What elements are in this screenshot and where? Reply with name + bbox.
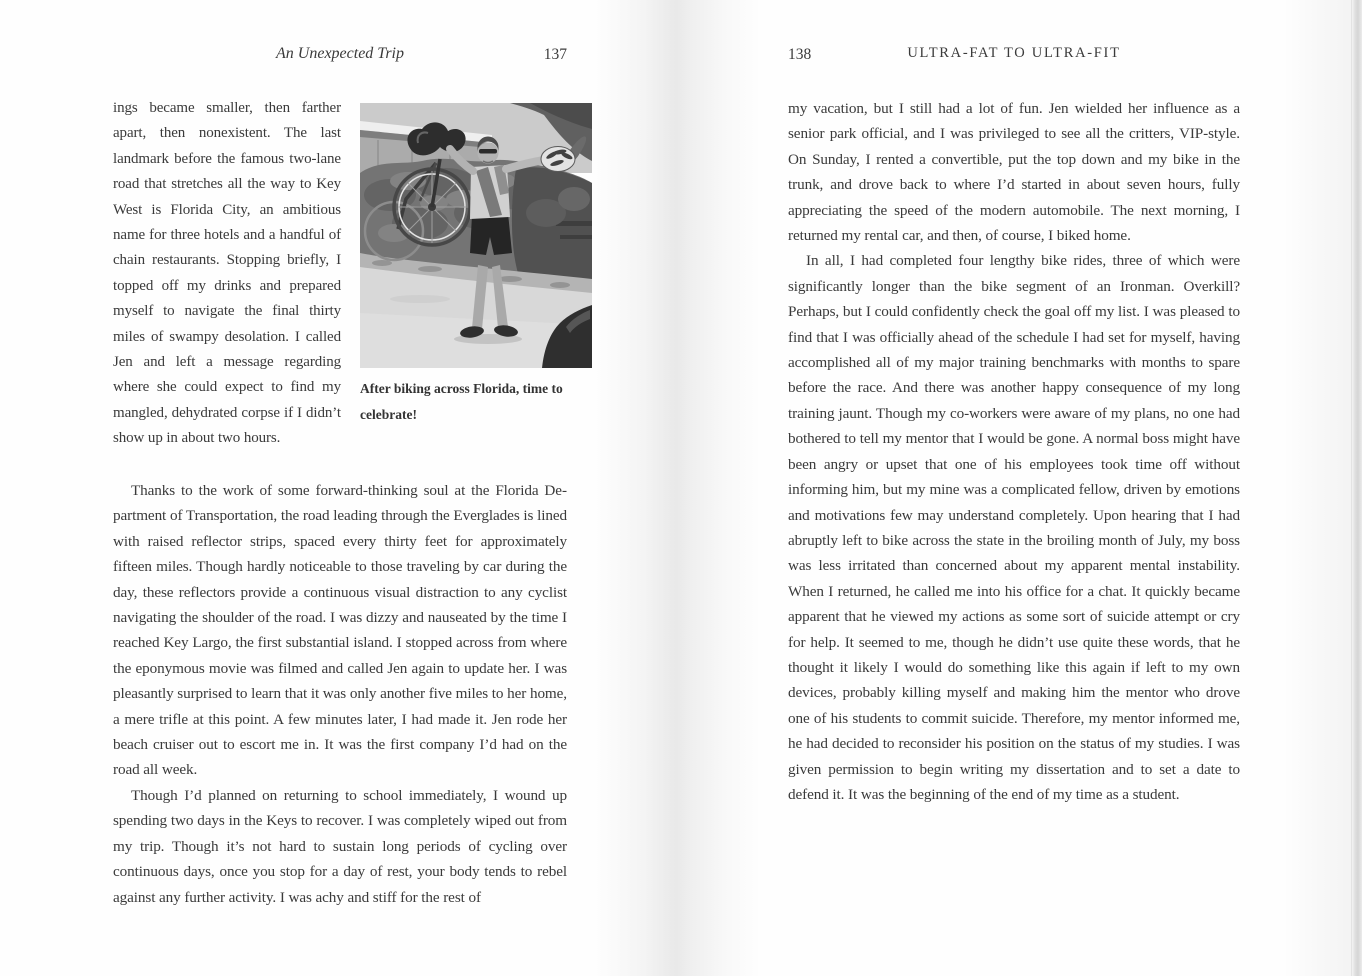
right-main-text	[788, 96, 1240, 807]
page-edge-strip	[1351, 0, 1362, 976]
photo-caption-line-2: celebrate!	[360, 407, 417, 422]
left-paragraph-2: Though I’d planned on returning to school immediately, I wound up spending two days in the Keys to recover. I was completely wiped out from my trip. Though it’s not hard to sustain long periods of cycling over continuous days, once you stop for a day of rest, your body tends to rebel against any further activity. I was achy and stiff for the rest of	[113, 786, 567, 906]
page-gutter-shadow	[594, 0, 762, 976]
photo-caption	[360, 376, 580, 428]
photo-figure	[360, 103, 592, 428]
left-main-text	[113, 478, 567, 910]
left-page-header	[113, 45, 567, 67]
left-intro-column	[113, 96, 341, 452]
right-page-number: 138	[788, 46, 812, 63]
right-page-header	[788, 45, 1240, 67]
left-paragraph-1: Thanks to the work of some forward-thinking soul at the Florida Department of Transportation, the road leading through the Everglades is lined with raised reflector strips, spaced every thirty feet for approximately fifteen miles. Though hardly noticeable to those traveling by car during the day, these reflectors provide a continuous visual distraction to any cyclist navigating the shoulder of the road. I was dizzy and nauseated by the time I reached Key Largo, the first substantial island. I stopped across from where the eponymous movie was filmed and called Jen again to update her. I was pleasantly surprised to learn that it was only another five miles to her home, a mere trifle at this point. A few minutes later, I had made it. Jen rode her beach cruiser out to escort me in. It was the first company I’d had on the road all week.	[113, 482, 567, 779]
left-running-title: An Unexpected Trip	[276, 45, 404, 62]
right-paragraph-2: In all, I had completed four lengthy bike rides, three of which were significantly longer than the bike segment of an Ironman. Overkill? Perhaps, but I could confidently check the goal off my list. I was pleased to find that I was officially ahead of the schedule I had set for myself, having accomplished all of my major training benchmarks with months to spare before the race. And there was another happy consequence of my long training jaunt. Though my co-workers were aware of my plans, no one had bothered to tell my mentor that I would be gone. A normal boss might have been angry or upset that one of his employees took time off without informing him, but my mine was a complicated fellow, driven by emotions and motivations few may understand completely. Upon hearing that I had abruptly left to bike across the state in the broiling month of July, my boss was less irritated than concerned about my apparent mental instability. When I returned, he called me into his office for a chat. It quickly became apparent that he viewed my actions as some sort of suicide attempt or cry for help. It seemed to me, though he didn’t use quite these words, that he thought it likely I would do something like this again if left to my own devices, probably killing myself and making him the mentor who drove one of his students to commit suicide. Therefore, my mentor informed me, he had decided to reconsider his position on the status of my studies. I was given permission to begin writing my dissertation and to set a date to defend it. It was the beginning of the end of my time as a student.	[788, 252, 1240, 803]
right-paragraph-1: my vacation, but I still had a lot of fun. Jen wielded her influence as a senior park official, and I was privileged to see all the critters, VIP-style. On Sunday, I rented a convertible, put the top down and my bike in the trunk, and drove back to where I’d started in about seven hours, fully appreciating the speed of the modern automobile. The next morning, I returned my rental car, and then, of course, I biked home.	[788, 100, 1240, 245]
right-page-edge-shade	[1282, 0, 1352, 976]
photo-caption-line-1: After biking across Florida, time to	[360, 381, 563, 396]
left-page-number: 137	[543, 46, 567, 63]
right-running-title: ULTRA-FAT TO ULTRA-FIT	[907, 45, 1121, 61]
cyclist-celebration-photo	[360, 103, 592, 368]
intro-paragraph: ings became smaller, then farther apart, then nonexistent. The last landmark before the famous two-lane road that stretches all the way to Key West is Florida City, an ambitious name for three hotels and a handful of chain restaurants. Stopping briefly, I topped off my drinks and prepared myself to navigate the final thirty miles of swampy desolation. I called Jen and left a message regarding where she could expect to find my mangled, dehydrated corpse if I didn’t show up in about two hours.	[113, 100, 341, 447]
